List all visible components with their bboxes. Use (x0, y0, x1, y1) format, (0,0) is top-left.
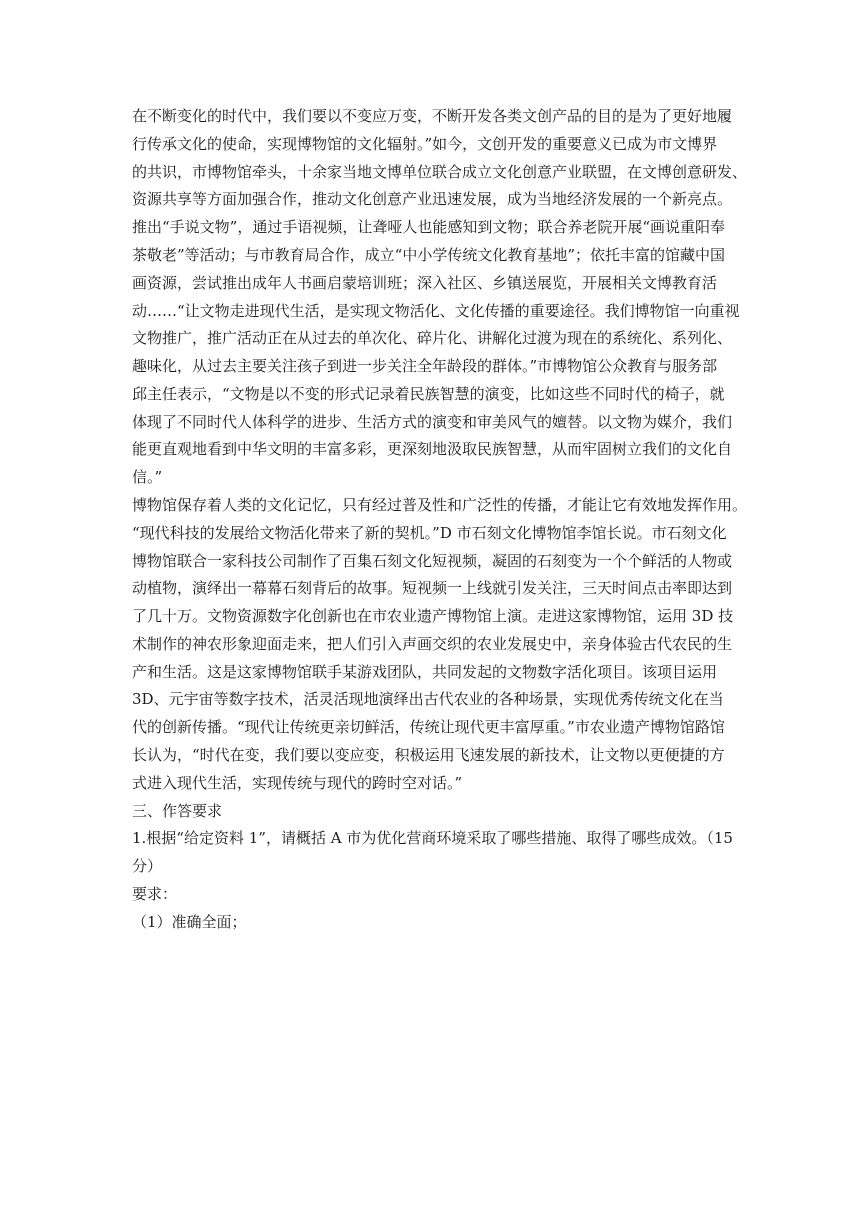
text-line: 文物推广，推广活动正在从过去的单次化、碎片化、讲解化过渡为现在的系统化、系列化、 (132, 329, 733, 347)
text-line: 画资源，尝试推出成年人书画启蒙培训班；深入社区、乡镇送展览，开展相关文博教育活 (132, 274, 718, 292)
text-line: 动植物，演绎出一幕幕石刻背后的故事。短视频一上线就引发关注，三天时间点击率即达到 (132, 579, 733, 597)
text-line: 邱主任表示，“文物是以不变的形式记录着民族智慧的演变，比如这些不同时代的椅子，就 (132, 385, 725, 403)
text-line: 3D、元宇宙等数字技术，活灵活现地演绎出古代农业的各种场景，实现优秀传统文化在当 (132, 690, 724, 708)
requirement-item: （1）准确全面； (132, 913, 247, 931)
text-line: “现代科技的发展给文物活化带来了新的契机。”D 市石刻文化博物馆李馆长说。市石刻文化 (132, 524, 727, 542)
text-line: 代的创新传播。“现代让传统更亲切鲜活，传统让现代更丰富厚重。”市农业遗产博物馆路馆 (132, 718, 725, 736)
text-line: 体现了不同时代人体科学的进步、生活方式的演变和审美风气的嬗替。以文物为媒介，我们 (132, 413, 733, 431)
text-line: 推出“手说文物”，通过手语视频，让聋哑人也能感知到文物；联合养老院开展“画说重阳奉 (132, 218, 726, 236)
text-line: 在不断变化的时代中，我们要以不变应万变，不断开发各类文创产品的目的是为了更好地履 (132, 107, 733, 125)
text-line: 术制作的神农形象迎面走来，把人们引入声画交织的农业发展史中，亲身体验古代农民的生 (132, 635, 733, 653)
requirements-label: 要求： (132, 885, 178, 903)
text-line: 行传承文化的使命，实现博物馆的文化辐射。”如今，文创开发的重要意义已成为市文博界 (132, 135, 718, 153)
text-line: 了几十万。文物资源数字化创新也在市农业遗产博物馆上演。走进这家博物馆，运用 3D 技 (132, 607, 734, 625)
text-line: 博物馆保存着人类的文化记忆，只有经过普及性和广泛性的传播，才能让它有效地发挥作用。 (132, 496, 748, 514)
text-line: 能更直观地看到中华文明的丰富多彩，更深刻地汲取民族智慧，从而牢固树立我们的文化自 (132, 440, 733, 458)
text-line: 产和生活。这是这家博物馆联手某游戏团队，共同发起的文物数字活化项目。该项目运用 (132, 663, 718, 681)
text-line: 资源共享等方面加强合作，推动文化创意产业迅速发展，成为当地经济发展的一个新亮点。 (132, 190, 733, 208)
question-text: 1.根据“给定资料 1”，请概括 A 市为优化营商环境采取了哪些措施、取得了哪些成效。（15 (132, 829, 733, 847)
text-line: 长认为，“时代在变，我们要以变应变，积极运用飞速发展的新技术，让文物以更便捷的方 (132, 746, 725, 764)
section-heading: 三、作答要求 (132, 802, 223, 820)
text-line: 趣味化，从过去主要关注孩子到进一步关注全年龄段的群体。”市博物馆公众教育与服务部 (132, 357, 718, 375)
text-line: 博物馆联合一家科技公司制作了百集石刻文化短视频，凝固的石刻变为一个个鲜活的人物或 (132, 552, 733, 570)
text-line: 信。” (132, 468, 163, 486)
text-line: 茶敬老”等活动；与市教育局合作，成立“中小学传统文化教育基地”；依托丰富的馆藏中国 (132, 246, 726, 264)
question-text: 分） (132, 857, 163, 875)
text-line: 动……“让文物走进现代生活，是实现文物活化、文化传播的重要途径。我们博物馆一向重视 (132, 302, 740, 320)
text-line: 的共识，市博物馆牵头，十余家当地文博单位联合成立文化创意产业联盟，在文博创意研发、 (132, 163, 748, 181)
text-line: 式进入现代生活，实现传统与现代的跨时空对话。” (132, 774, 463, 792)
